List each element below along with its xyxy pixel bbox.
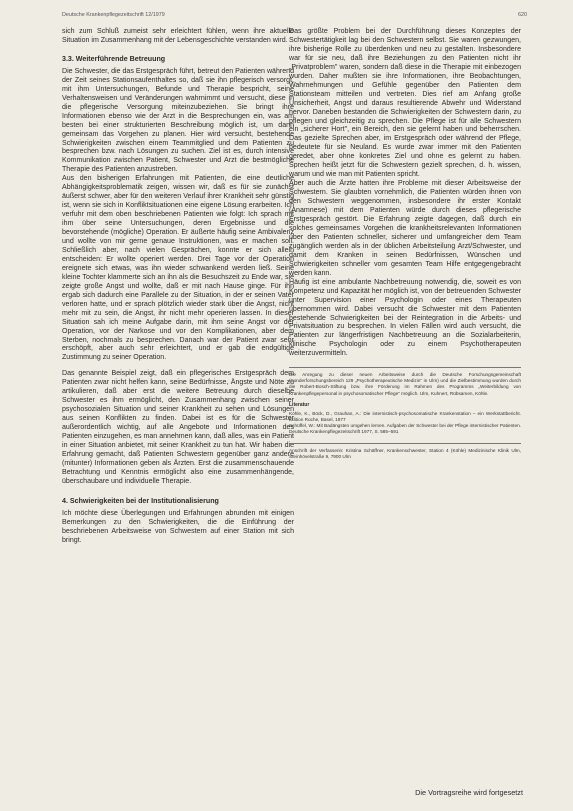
- section-heading-4: 4. Schwierigkeiten bei der Institutionalisierung: [62, 496, 219, 505]
- intro-paragraph: sich zum Schluß zumeist sehr erleichtert fühlen, wenn ihre aktuelle Situation im Zusammenhang mit der Lebensgeschichte verstanden wird.: [62, 28, 294, 44]
- literature-heading: Literatur: [289, 401, 310, 408]
- paragraph: Die Schwester, die das Erstgespräch führt, betreut den Patienten während der Zeit seines Stationsaufenthaltes so, daß sie ihn pflegerisch versorgt, mit ihm Untersuchungen, Befunde und Therapie bespricht, seine Verhaltensweisen und Veränderungen wahrnimmt und versucht, diese in die pflegerische Versorgung miteinzubeziehen. Sie bringt ihre Informationen ebenso wie der Arzt in die Besprechungen ein, was am besten bei einer strukturierten Beschreibung möglich ist, um dann gemeinsam das Vorgehen zu planen. Hier wird versucht, bestehende Schwierigkeiten zwischen einem Teammitglied und dem Patienten zu besprechen bzw. nach Lösungen zu suchen. Ziel ist es, durch intensive Kommunikation zwischen Patient, Schwester und Arzt die bestmögliche Therapie des Patienten anzustreben.: [62, 67, 294, 174]
- paragraph: Aber auch die Ärzte hatten ihre Probleme mit dieser Arbeitsweise der Schwestern. Sie glaubten vornehmlich, die Patienten würden ihnen von den Schwestern weggenommen, insbesondere ihr erster Kontakt (Anamnese) mit dem Patienten würde durch dieses pflegerische Erstgespräch gestört. Die Erfahrung zeigte dagegen, daß durch ein solches gemeinsames Vorgehen die krankheitsrelevanten Informationen über den Patienten schneller, sicherer und umfangreicher dem Team zugänglich werden als in der üblichen Arbeitsteilung Arzt/Schwester, und damit dem Kranken in seinen Bedürfnissen, Wünschen und Schwierigkeiten schneller vom gesamten Team Hilfe entgegengebracht werden kann.: [289, 180, 521, 277]
- right-column: [289, 28, 521, 460]
- footnote-divider: [289, 367, 521, 368]
- literature-entry: Schüffel, W.: Mit Badängsten umgehen lernen. Aufgaben der Schwester bei der Pflege internistischer Patienten. Deutsche Krankenpflegezeitschrift 1977, S. 585–591: [289, 422, 521, 434]
- left-column: [62, 28, 294, 546]
- paragraph: Das größte Problem bei der Durchführung dieses Konzeptes der Schwestertätigkeit lag bei den Schwestern selbst. Sie waren gezwungen, ihre bisherige Rolle zu überdenken und neu zu gestalten. Insbesondere war für sie neu, daß ihre Beziehungen zu den Patienten nicht ihr „Privatproblem" waren, sondern daß diese in die Therapie mit einbezogen wurden. Daher mußten sie ihre Informationen, ihre Beobachtungen, Wahrnehmungen und Gefühle gegenüber den Patienten dem Stationsteam mitteilen und vertreten. Dies rief am Anfang große Unsicherheit, Angst und daraus resultierende Abwehr und Widerstand hervor. Daneben bestanden die Schwierigkeiten der Schwestern darin, zu pflegen und gleichzeitig zu sprechen. Die Pflege ist für alle Schwestern ein „sicherer Hort", ein Bereich, den sie gelernt haben und beherrschen. Das gezielte Sprechen aber, im Erstgespräch oder während der Pflege, bedeutete für sie Neuland. Es wurde zwar immer mit den Patienten geredet, aber ohne konkretes Ziel und ohne es gelernt zu haben. Sprechen heißt jetzt für die Schwestern gezielt sprechen, d. h. wissen, warum und wie man mit Patienten spricht.: [289, 28, 521, 179]
- journal-title: Deutsche Krankenpflegezeitschrift 12/1979: [62, 12, 165, 18]
- paragraph: Das genannte Beispiel zeigt, daß ein pflegerisches Erstgespräch dem Patienten zwar nicht helfen kann, seine Bedürfnisse, Ängste und Nöte zu artikulieren, daß aber erst die weitere Betreuung durch dieselbe Schwester es ihm ermöglicht, den Zusammenhang zwischen seiner psychosozialen Situation und seiner Krankheit zu sehen und Lösungen aus seinen Konflikten zu finden. Dabei ist es für die Schwester außerordentlich wichtig, auf alle Angebote und Informationen des Patienten einzugehen, es man annehmen kann, daß alles, was ein Patient in einer Situation anbietet, mit seiner Krankheit zu tun hat. Wir haben die Erfahrung gemacht, daß Patienten Schwestern gegenüber ganz andere (mitunter) Informationen geben als Ärzten. Erst die zusammenschauende Betrachtung und Kenntnis ermöglicht also eine zusammenhängende, überschaubare und individuelle Therapie.: [62, 370, 294, 485]
- page-number: 620: [518, 12, 527, 18]
- address-divider: [289, 443, 521, 444]
- running-head: [62, 12, 527, 18]
- paragraph: Ich möchte diese Überlegungen und Erfahrungen abrunden mit einigen Bemerkungen zu den Schwierigkeiten, die die Einführung der beschriebenen Arbeitsweise von Schwestern auf einer Station mit sich bringt.: [62, 509, 294, 544]
- footnote: Die Anregung zu dieser neuen Arbeitsweise durch die Deutsche Forschungsgemeinschaft (Sonderforschungsbereich 129 „Psychotherapeutische Medizin" in Ulm) und die Zielbestimmung wurden durch die Robert-Bosch-Stiftung bzw. ihre Förderung im Rahmen des Programms „Weiterbildung von Krankenpflegepersonal in psychosomatischer Pflege" möglich. Ulm, Kuhnert, Rübsamen, Köhle.: [289, 372, 521, 396]
- section-heading-3-3: 3.3. Weiterführende Betreuung: [62, 54, 166, 63]
- author-address: Anschrift der Verfasserin: Kristina Schäffner, Krankenschwester, Station 4 (Köhle) Medizinische Klinik Ulm, Steinhövelstraße 9, 7900 Ulm: [289, 447, 521, 460]
- paragraph: Häufig ist eine ambulante Nachbetreuung notwendig, die, soweit es von Kompetenz und Kapazität her möglich ist, von der betreuenden Schwester unter Supervision einer Psychologin oder eines Therapeuten übernommen wird. Dabei versucht die Schwester mit dem Patienten bestehende Schwierigkeiten bei der Reintegration in die Arbeits- und Privatsituation zu besprechen. In vielen Fällen wird auch versucht, die Patienten zur längerfristigen Nachbetreuung an die Sozialarbeiterin, klinische Psychologin oder zu einem Psychotherapeuten weiterzuvermitteln.: [289, 278, 521, 358]
- literature-entry: Köhle, K., Böck, D., Grauhan, A.: Die internistisch-psychosomatische Krankenstation – ein Werkstattbericht. Edition Roche, Basel, 1977: [289, 410, 521, 422]
- continuation-note: Die Vortragsreihe wird fortgesetzt: [415, 788, 523, 797]
- paragraph: Aus den bisherigen Erfahrungen mit Patienten, die eine deutliche Abhängigkeitsproblematik zeigen, wissen wir, daß es für sie zunächst äußerst schwer, aber für den weiteren Verlauf ihrer Krankheit sehr günstig ist, wenn sie sich in Konfliktsituationen eine eigene Lösung erarbeiten. Ich verfuhr mit dem oben beschriebenen Patienten wie folgt: Ich sprach mit ihm über seine Untersuchungen, deren Ergebnisse und die bevorstehende (mögliche) Operation. Er äußerte häufig seine Ambivalenz und wollte von mir gerne genaue Instruktionen, was er machen soll. Schließlich aber, nach vielen Gesprächen, konnte er sich allein entscheiden: Er wollte operiert werden. Drei Tage vor der Operation ereignete sich etwas, was ihn wieder schwankend werden ließ. Seine kleine Tochter klammerte sich an ihn als die Besuchszeit zu Ende war, sie zeigte große Angst und wollte, daß er mit nach Hause ginge. Für ihn ergab sich dadurch eine Parallele zu der Situation, in der er seinen Vater verloren hatte, und er sprach plötzlich wieder stark über die Angst, nicht mehr mit zu sein, die Angst, ihr nicht mehr operieren lassen. In dieser Situation sah ich meine Aufgabe darin, mit ihm seine Angst vor der Operation, vor der Narkose und vor den Komplikationen, aber dem Sterben, nochmals zu besprechen. Danach war der Patient zwar sehr erschöpft, aber auch sehr erleichtert, und er gab die endgültige Zustimmung zu seiner Operation.: [62, 175, 294, 362]
